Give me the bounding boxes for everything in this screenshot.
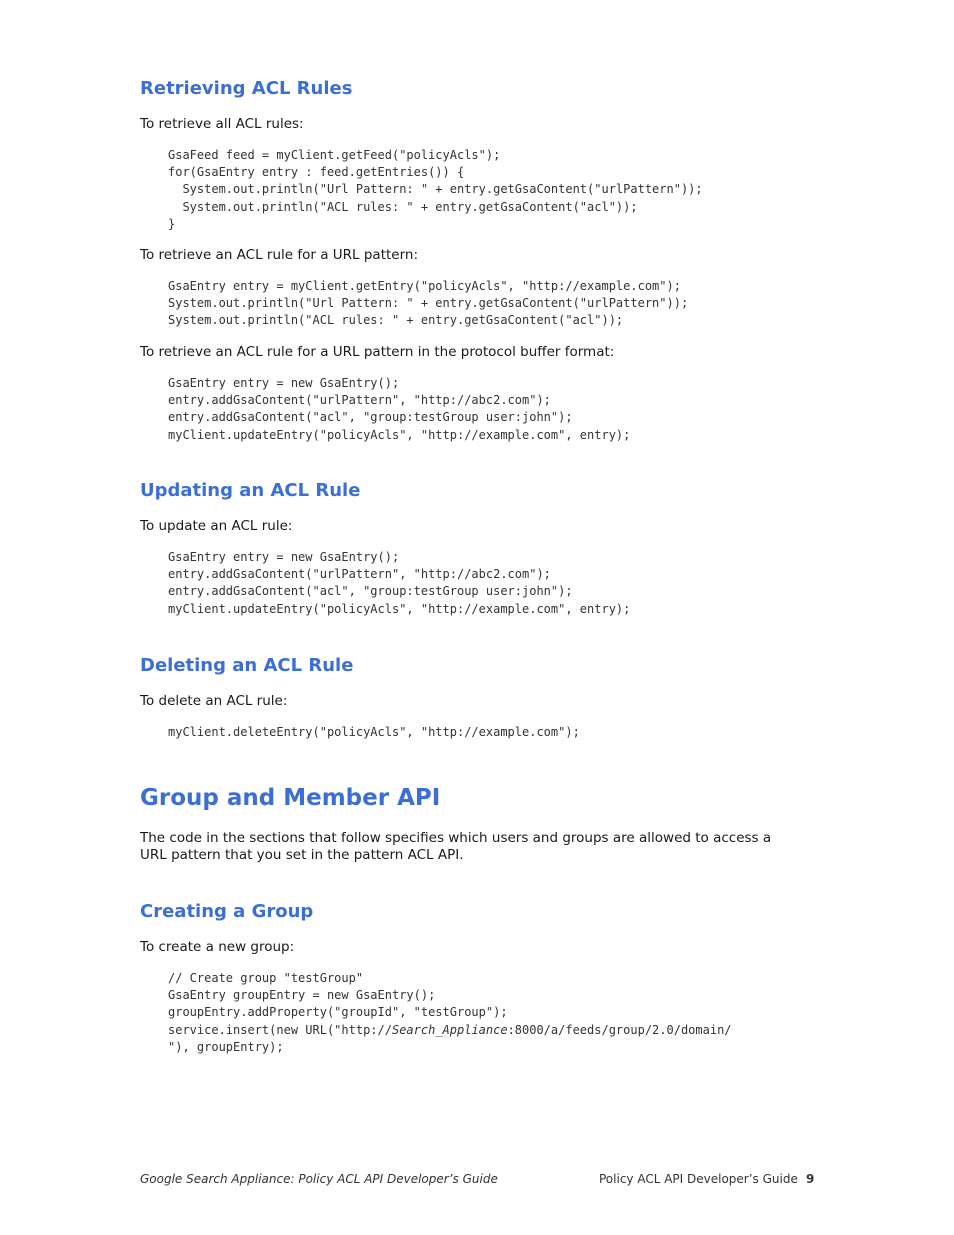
code-block-retrieve-pattern (168, 278, 688, 330)
page-footer (140, 1172, 820, 1190)
code-line: myClient.updateEntry("policyAcls", "http://example.com", entry); (168, 427, 631, 442)
code-line: System.out.println("ACL rules: " + entry.getGsaContent("acl")); (168, 199, 638, 214)
heading-retrieving-acl-rules: Retrieving ACL Rules (140, 78, 353, 99)
code-block-delete (168, 724, 580, 741)
code-line: System.out.println("Url Pattern: " + entry.getGsaContent("urlPattern")); (168, 296, 689, 311)
code-line: // Create group "testGroup" (168, 971, 364, 985)
code-line: entry.addGsaContent("acl", "group:testGroup user:john"); (168, 410, 573, 425)
paragraph-delete: To delete an ACL rule: (140, 693, 288, 709)
paragraph-retrieve-pattern: To retrieve an ACL rule for a URL pattern: (140, 247, 419, 263)
code-line: "), groupEntry); (168, 1039, 284, 1054)
heading-creating-group: Creating a Group (140, 901, 314, 922)
paragraph-update: To update an ACL rule: (140, 518, 293, 534)
code-line: GsaFeed feed = myClient.getFeed("policyAcls"); (168, 148, 501, 162)
paragraph-retrieve-protobuf: To retrieve an ACL rule for a URL pattern in the protocol buffer format: (140, 344, 615, 360)
footer-page-number: 9 (806, 1172, 815, 1186)
heading-updating-acl-rule: Updating an ACL Rule (140, 480, 361, 501)
heading-group-member-api: Group and Member API (140, 785, 441, 811)
paragraph-group-api: The code in the sections that follow specifies which users and groups are allowed to access a URL pattern that you set in the pattern ACL API. (140, 830, 772, 863)
code-segment: service.insert(new URL("http:// (168, 1022, 392, 1037)
heading-deleting-acl-rule: Deleting an ACL Rule (140, 655, 354, 676)
footer-book-title: Google Search Appliance: Policy ACL API Developer’s Guide (140, 1172, 498, 1186)
code-line: for(GsaEntry entry : feed.getEntries()) { (168, 165, 465, 180)
code-line: entry.addGsaContent("urlPattern", "http://abc2.com"); (168, 567, 551, 582)
code-segment: :8000/a/feeds/group/2.0/domain/ (507, 1022, 732, 1037)
code-line: myClient.deleteEntry("policyAcls", "http://example.com"); (168, 725, 580, 739)
code-line: System.out.println("ACL rules: " + entry.getGsaContent("acl")); (168, 313, 624, 328)
code-block-create-group (168, 970, 732, 1056)
code-line: GsaEntry entry = new GsaEntry(); (168, 376, 400, 390)
code-block-update (168, 549, 630, 618)
code-line: entry.addGsaContent("acl", "group:testGroup user:john"); (168, 584, 573, 599)
paragraph-create-group: To create a new group: (140, 939, 295, 955)
code-block-retrieve-all (168, 147, 703, 233)
code-placeholder-search-appliance: Search_Appliance (391, 1022, 508, 1037)
code-line: GsaEntry entry = new GsaEntry(); (168, 550, 400, 564)
code-line: myClient.updateEntry("policyAcls", "http://example.com", entry); (168, 601, 631, 616)
code-line: GsaEntry entry = myClient.getEntry("policyAcls", "http://example.com"); (168, 279, 681, 293)
code-line: } (168, 216, 176, 231)
code-line: groupEntry.addProperty("groupId", "testGroup"); (168, 1005, 508, 1020)
code-line: GsaEntry groupEntry = new GsaEntry(); (168, 988, 436, 1003)
code-block-retrieve-protobuf (168, 375, 630, 444)
code-line: System.out.println("Url Pattern: " + entry.getGsaContent("urlPattern")); (168, 182, 703, 197)
paragraph-retrieve-all: To retrieve all ACL rules: (140, 116, 304, 132)
code-line (168, 1022, 732, 1039)
code-line: entry.addGsaContent("urlPattern", "http://abc2.com"); (168, 393, 551, 408)
footer-chapter-title: Policy ACL API Developer’s Guide (599, 1172, 798, 1186)
